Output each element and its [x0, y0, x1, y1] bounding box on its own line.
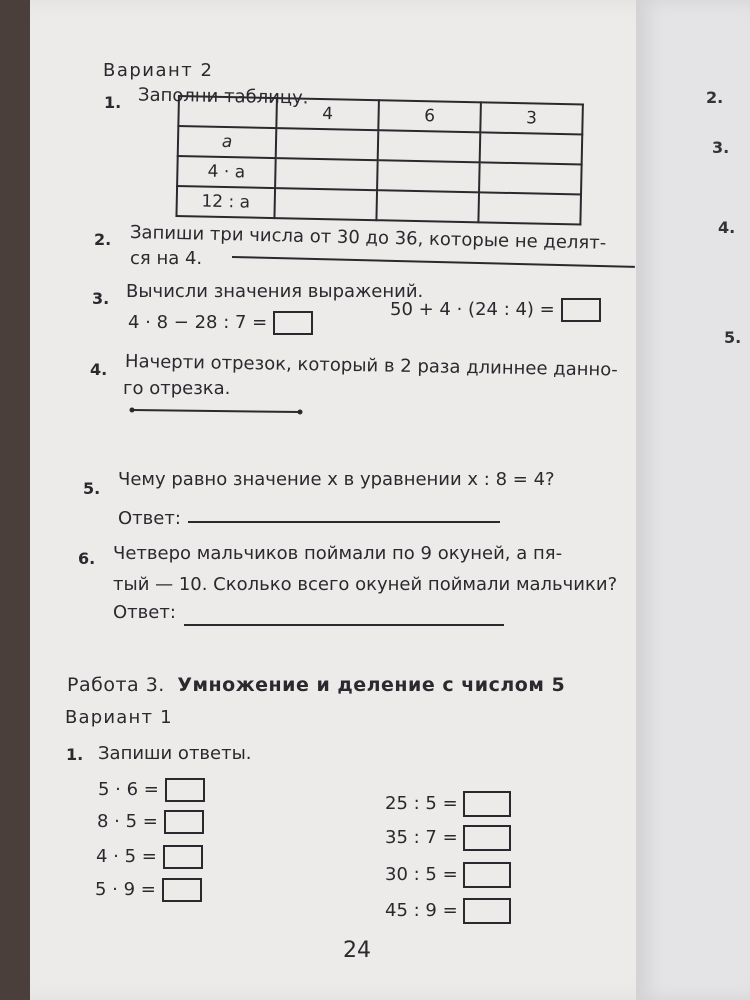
- table-row-label: 12 : a: [176, 186, 275, 218]
- table-cell: [178, 96, 277, 128]
- work-title: Умножение и деление с числом 5: [177, 674, 566, 696]
- right-page-number: 5.: [724, 328, 742, 347]
- table-cell[interactable]: [378, 130, 481, 162]
- expression-text: 8 · 5 =: [97, 811, 158, 832]
- work-label: Работа 3.: [67, 674, 165, 696]
- expression: [385, 791, 511, 817]
- expression: [385, 825, 511, 851]
- expression: [390, 298, 601, 322]
- expression-text: 4 · 5 =: [96, 846, 157, 867]
- task-number: 6.: [78, 549, 96, 568]
- table-cell[interactable]: [376, 190, 479, 222]
- table-cell[interactable]: [275, 158, 378, 190]
- answer-box[interactable]: [163, 845, 203, 869]
- right-page-number: 4.: [718, 218, 736, 237]
- table-cell[interactable]: [479, 162, 582, 194]
- answer-line[interactable]: [188, 521, 500, 523]
- given-segment: [128, 402, 308, 418]
- answer-box[interactable]: [463, 791, 511, 817]
- task-number: 3.: [92, 289, 110, 308]
- expression: [128, 311, 313, 335]
- task-text: Четверо мальчиков поймали по 9 окуней, а пя-: [113, 543, 563, 564]
- expression-text: 50 + 4 · (24 : 4) =: [390, 299, 555, 320]
- variant-title: Вариант 1: [65, 707, 173, 728]
- task-text: Запиши ответы.: [98, 743, 252, 764]
- expression-text: 4 · 8 − 28 : 7 =: [128, 312, 268, 333]
- answer-line[interactable]: [184, 624, 504, 626]
- adjacent-page: [636, 0, 750, 1000]
- task-text: Начерти отрезок, который в 2 раза длиннее данно-: [124, 351, 618, 381]
- answer-box[interactable]: [463, 825, 511, 851]
- task-text: тый — 10. Сколько всего окуней поймали мальчики?: [113, 574, 618, 595]
- expression-text: 35 : 7 =: [385, 827, 458, 848]
- answer-box[interactable]: [162, 878, 202, 902]
- answer-box[interactable]: [463, 898, 511, 924]
- answer-box[interactable]: [463, 862, 511, 888]
- right-page-number: 3.: [712, 138, 730, 157]
- table-cell[interactable]: [480, 132, 583, 164]
- table-cell[interactable]: [274, 188, 377, 220]
- right-page-number: 2.: [706, 88, 724, 107]
- table-header-cell: 6: [378, 100, 481, 132]
- task-number: 4.: [90, 360, 108, 379]
- fill-table: [175, 95, 583, 225]
- table-header-cell: 4: [276, 98, 379, 130]
- answer-box[interactable]: [273, 311, 313, 335]
- table-row-label: 4 · a: [177, 156, 276, 188]
- task-text: Чему равно значение x в уравнении x : 8 = 4?: [118, 469, 555, 490]
- answer-box[interactable]: [561, 298, 601, 322]
- expression-text: 5 · 9 =: [95, 879, 156, 900]
- task-number: 1.: [66, 745, 84, 764]
- table-row-label: a: [178, 126, 277, 158]
- variant-title: Вариант 2: [103, 60, 214, 81]
- expression-text: 5 · 6 =: [98, 779, 159, 800]
- task-text: Вычисли значения выражений.: [126, 281, 424, 302]
- expression: [98, 778, 205, 802]
- task-number: 2.: [94, 230, 112, 249]
- page-number: 24: [343, 938, 371, 963]
- task-number: 1.: [104, 93, 122, 112]
- section-header: [67, 674, 565, 696]
- task-text: Запиши три числа от 30 до 36, которые не делят-: [129, 222, 607, 254]
- expression: [96, 845, 203, 869]
- expression: [97, 810, 204, 834]
- answer-box[interactable]: [165, 778, 205, 802]
- table-cell[interactable]: [478, 192, 581, 224]
- answer-label: Ответ:: [118, 508, 181, 529]
- table-cell[interactable]: [276, 128, 379, 160]
- answer-box[interactable]: [164, 810, 204, 834]
- task-text: го отрезка.: [123, 378, 231, 399]
- task-text: ся на 4.: [130, 248, 203, 269]
- answer-label: Ответ:: [113, 602, 176, 623]
- expression: [385, 898, 511, 924]
- table-header-cell: 3: [480, 102, 583, 134]
- expression: [385, 862, 511, 888]
- expression-text: 30 : 5 =: [385, 864, 458, 885]
- expression-text: 45 : 9 =: [385, 900, 458, 921]
- table-cell[interactable]: [377, 160, 480, 192]
- expression: [95, 878, 202, 902]
- task-text: Заполни таблицу.: [137, 84, 309, 109]
- expression-text: 25 : 5 =: [385, 793, 458, 814]
- task-number: 5.: [83, 479, 101, 498]
